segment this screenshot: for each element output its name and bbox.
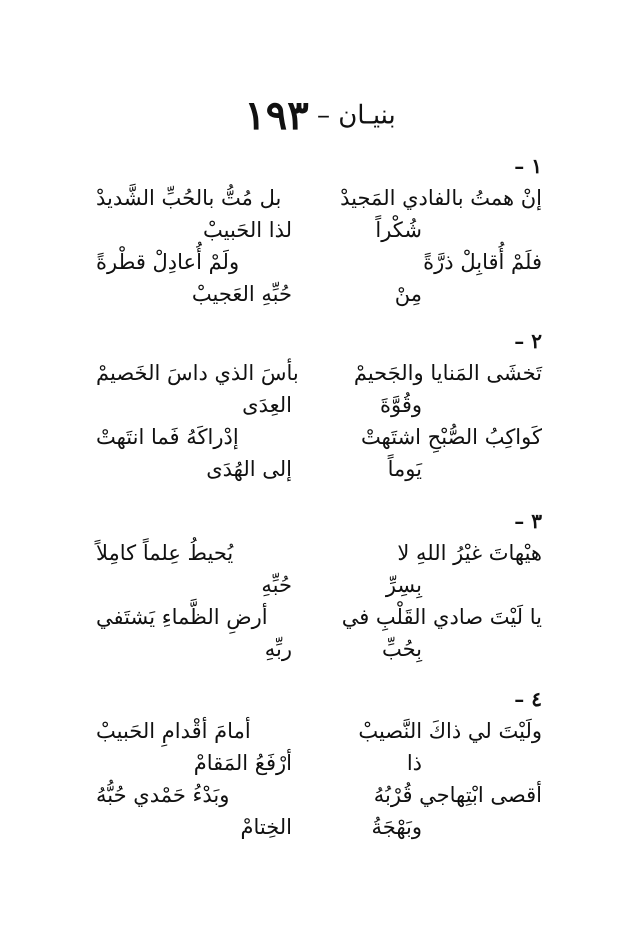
refrain-part-b: أرْفَعُ المَقامْ <box>193 751 292 775</box>
verse-second-half: وبَدْءُ حَمْدي حُبُّهُ <box>96 783 230 807</box>
stanza-number: ١ – <box>514 154 542 178</box>
refrain-part-a: وبَهْجَةُ <box>371 815 422 839</box>
stanza-3 <box>96 505 542 665</box>
refrain-line <box>96 214 542 246</box>
refrain-line <box>96 747 542 779</box>
refrain-part-a: بِحُبِّ <box>381 637 422 661</box>
refrain-part-a: ذا <box>406 751 422 775</box>
verse-second-half: يُحيطُ عِلماً كامِلاً <box>96 541 234 565</box>
verse-line <box>96 601 542 633</box>
verse-line <box>96 421 542 453</box>
stanza-number: ٣ – <box>514 509 542 533</box>
verse-first-half: كَواكِبُ الصُّبْحِ اشتَهتْ <box>360 425 542 449</box>
refrain-part-b: حُبِّهِ <box>261 573 292 597</box>
refrain-part-a: مِنْ <box>394 282 422 306</box>
hymn-number: ١٩٣ <box>244 92 309 139</box>
stanza-4 <box>96 683 542 843</box>
verse-first-half: تَخشَى المَنايا والجَحيمْ <box>353 361 542 385</box>
verse-second-half: بل مُتُّ بالحُبِّ الشَّديدْ <box>96 186 282 210</box>
refrain-line <box>96 278 542 310</box>
refrain-part-a: وقُوَّةَ <box>379 393 422 417</box>
verse-second-half: إدْراكَهُ فَما انتَهتْ <box>96 425 239 449</box>
verse-second-half: بأسَ الذي داسَ الخَصيمْ <box>96 361 299 385</box>
verse-first-half: فلَمْ أُقابِلْ ذرَّةً <box>423 250 542 274</box>
verse-first-half: هيْهاتَ غيْرُ اللهِ لا <box>397 541 542 565</box>
refrain-part-a: يَوماً <box>387 457 422 481</box>
refrain-line <box>96 569 542 601</box>
verse-line <box>96 357 542 389</box>
refrain-part-b: إلى الهُدَى <box>206 457 292 481</box>
stanza-2 <box>96 325 542 485</box>
refrain-part-b: الخِتامْ <box>240 815 292 839</box>
page-title <box>150 92 490 139</box>
refrain-part-a: بِسِرِّ <box>385 573 422 597</box>
title-word: بنيـان <box>338 100 396 131</box>
verse-second-half: أرضِ الظَّماءِ يَشتَفي <box>96 605 268 629</box>
refrain-part-a: شُكْراً <box>375 218 422 242</box>
verse-first-half: أقصى ابْتِهاجي قُرْبُهُ <box>373 783 542 807</box>
stanza-1 <box>96 150 542 310</box>
refrain-part-b: العِدَى <box>242 393 292 417</box>
refrain-line <box>96 389 542 421</box>
verse-first-half: إنْ همتُ بالفادي المَجيدْ <box>340 186 542 210</box>
refrain-line <box>96 453 542 485</box>
refrain-part-b: لذا الحَبيبْ <box>202 218 292 242</box>
verse-second-half: ولَمْ أُعادِلْ قطْرةً <box>96 250 240 274</box>
verse-line <box>96 246 542 278</box>
verse-first-half: يا لَيْتَ صادي القَلْبِ في <box>341 605 542 629</box>
verse-second-half: أمامَ أقْدامِ الحَبيبْ <box>96 719 251 743</box>
stanza-number: ٤ – <box>514 687 542 711</box>
verse-line <box>96 715 542 747</box>
title-separator: – <box>316 100 330 131</box>
refrain-part-b: ربِّهِ <box>264 637 292 661</box>
stanza-number: ٢ – <box>514 329 542 353</box>
refrain-line <box>96 811 542 843</box>
verse-line <box>96 182 542 214</box>
verse-first-half: ولَيْتَ لي ذاكَ النَّصيبْ <box>358 719 542 743</box>
refrain-line <box>96 633 542 665</box>
verse-line <box>96 779 542 811</box>
refrain-part-b: حُبِّهِ العَجيبْ <box>191 282 292 306</box>
verse-line <box>96 537 542 569</box>
